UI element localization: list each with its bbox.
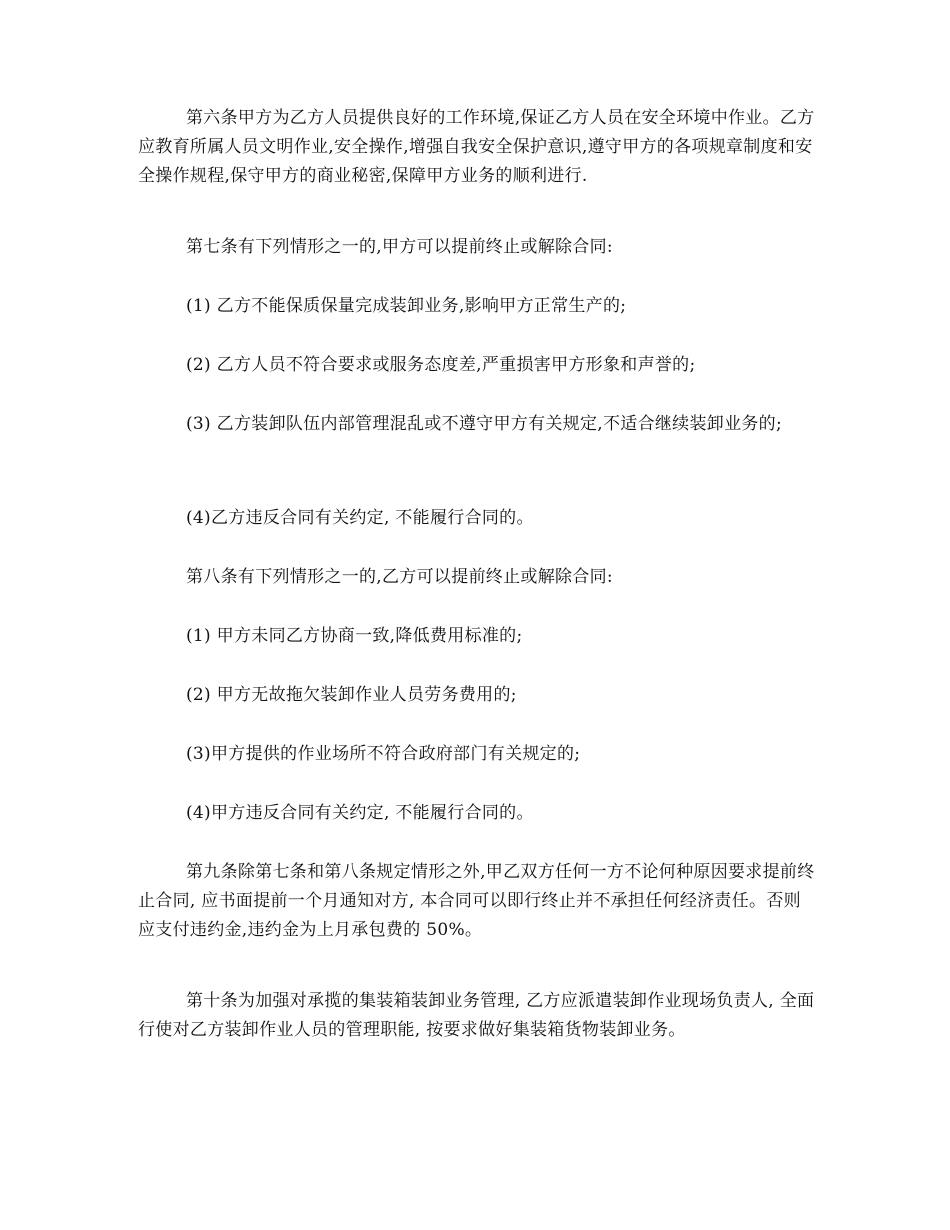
- article-7-item-1: (1) 乙方不能保质保量完成装卸业务,影响甲方正常生产的;: [186, 296, 627, 316]
- article-7-item-3: (3) 乙方装卸队伍内部管理混乱或不遵守甲方有关规定,不适合继续装卸业务的;: [186, 414, 783, 434]
- article-8-paragraph: 第八条有下列情形之一的,乙方可以提前终止或解除合同:: [186, 567, 613, 587]
- article-9-paragraph: 第九条除第七条和第八条规定情形之外,甲乙双方任何一方不论何种原因要求提前终止合同, 应书面提前一个月通知对方, 本合同可以即行终止并不承担任何经济责任。否则应支付违约金,违约金为上月承包费的 50%。: [138, 862, 815, 940]
- article-8-item-2: (2) 甲方无故拖欠装卸作业人员劳务费用的;: [186, 685, 517, 705]
- article-8-item-3: (3)甲方提供的作业场所不符合政府部门有关规定的;: [186, 744, 581, 764]
- article-7-item-2: (2) 乙方人员不符合要求或服务态度差,严重损害甲方形象和声誉的;: [186, 355, 696, 375]
- article-7-item-4: (4)乙方违反合同有关约定, 不能履行合同的。: [186, 508, 534, 528]
- article-10-paragraph: 第十条为加强对承揽的集装箱装卸业务管理, 乙方应派遣装卸作业现场负责人, 全面行使对乙方装卸作业人员的管理职能, 按要求做好集装箱货物装卸业务。: [138, 991, 815, 1040]
- article-6-paragraph: 第六条甲方为乙方人员提供良好的工作环境,保证乙方人员在安全环境中作业。乙方应教育所属人员文明作业,安全操作,增强自我安全保护意识,遵守甲方的各项规章制度和安全操作规程,保守甲方的商业秘密,保障甲方业务的顺利进行.: [138, 108, 815, 186]
- article-7-paragraph: 第七条有下列情形之一的,甲方可以提前终止或解除合同:: [186, 237, 613, 257]
- article-8-item-1: (1) 甲方未同乙方协商一致,降低费用标准的;: [186, 626, 523, 646]
- article-8-item-4: (4)甲方违反合同有关约定, 不能履行合同的。: [186, 803, 534, 823]
